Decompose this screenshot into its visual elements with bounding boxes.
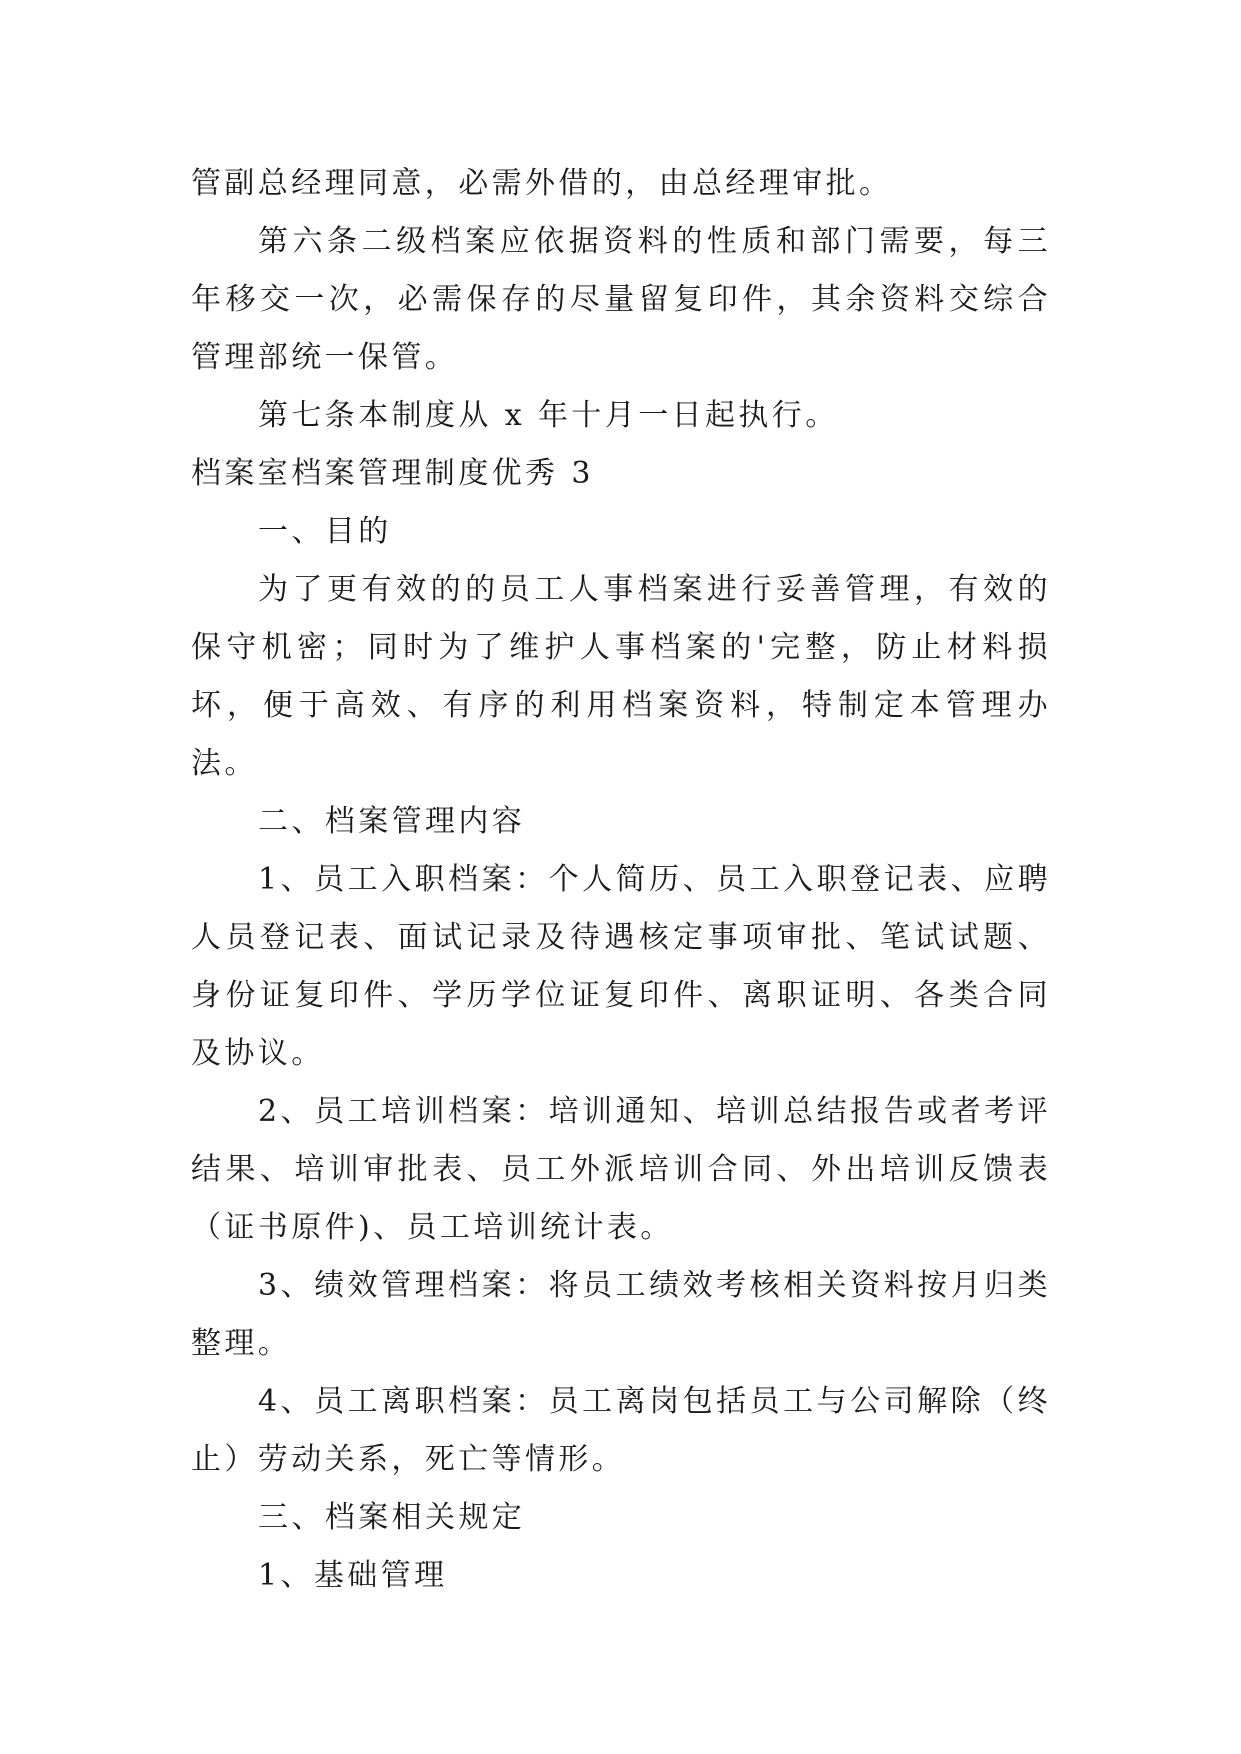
paragraph-training-archive: 2、员工培训档案：培训通知、培训总结报告或者考评结果、培训审批表、员工外派培训合同、外出培训反馈表（证书原件)、员工培训统计表。: [191, 1094, 1051, 1245]
heading-basic-management: 1、基础管理: [258, 1558, 448, 1593]
document-body: [191, 155, 1051, 1605]
heading-purpose: 一、目的: [258, 514, 392, 549]
paragraph-article-6: 第六条二级档案应依据资料的性质和部门需要，每三年移交一次，必需保存的尽量留复印件，其余资料交综合管理部统一保管。: [191, 224, 1051, 375]
paragraph-article-7: 第七条本制度从 x 年十月一日起执行。: [258, 398, 839, 433]
paragraph-purpose: 为了更有效的的员工人事档案进行妥善管理，有效的保守机密；同时为了维护人事档案的'完整，防止材料损坏，便于高效、有序的利用档案资料，特制定本管理办法。: [191, 572, 1051, 781]
heading-archive-content: 二、档案管理内容: [258, 804, 526, 839]
paragraph-continuation: 管副总经理同意，必需外借的，由总经理审批。: [191, 166, 893, 201]
heading-archive-rules: 三、档案相关规定: [258, 1500, 526, 1535]
paragraph-departure-archive: 4、员工离职档案：员工离岗包括员工与公司解除（终止）劳动关系，死亡等情形。: [191, 1384, 1051, 1477]
paragraph-performance-archive: 3、绩效管理档案：将员工绩效考核相关资料按月归类整理。: [191, 1268, 1051, 1361]
paragraph-onboarding-archive: 1、员工入职档案：个人简历、员工入职登记表、应聘人员登记表、面试记录及待遇核定事项审批、笔试试题、身份证复印件、学历学位证复印件、离职证明、各类合同及协议。: [191, 862, 1051, 1071]
section-title: 档案室档案管理制度优秀 3: [191, 456, 594, 491]
